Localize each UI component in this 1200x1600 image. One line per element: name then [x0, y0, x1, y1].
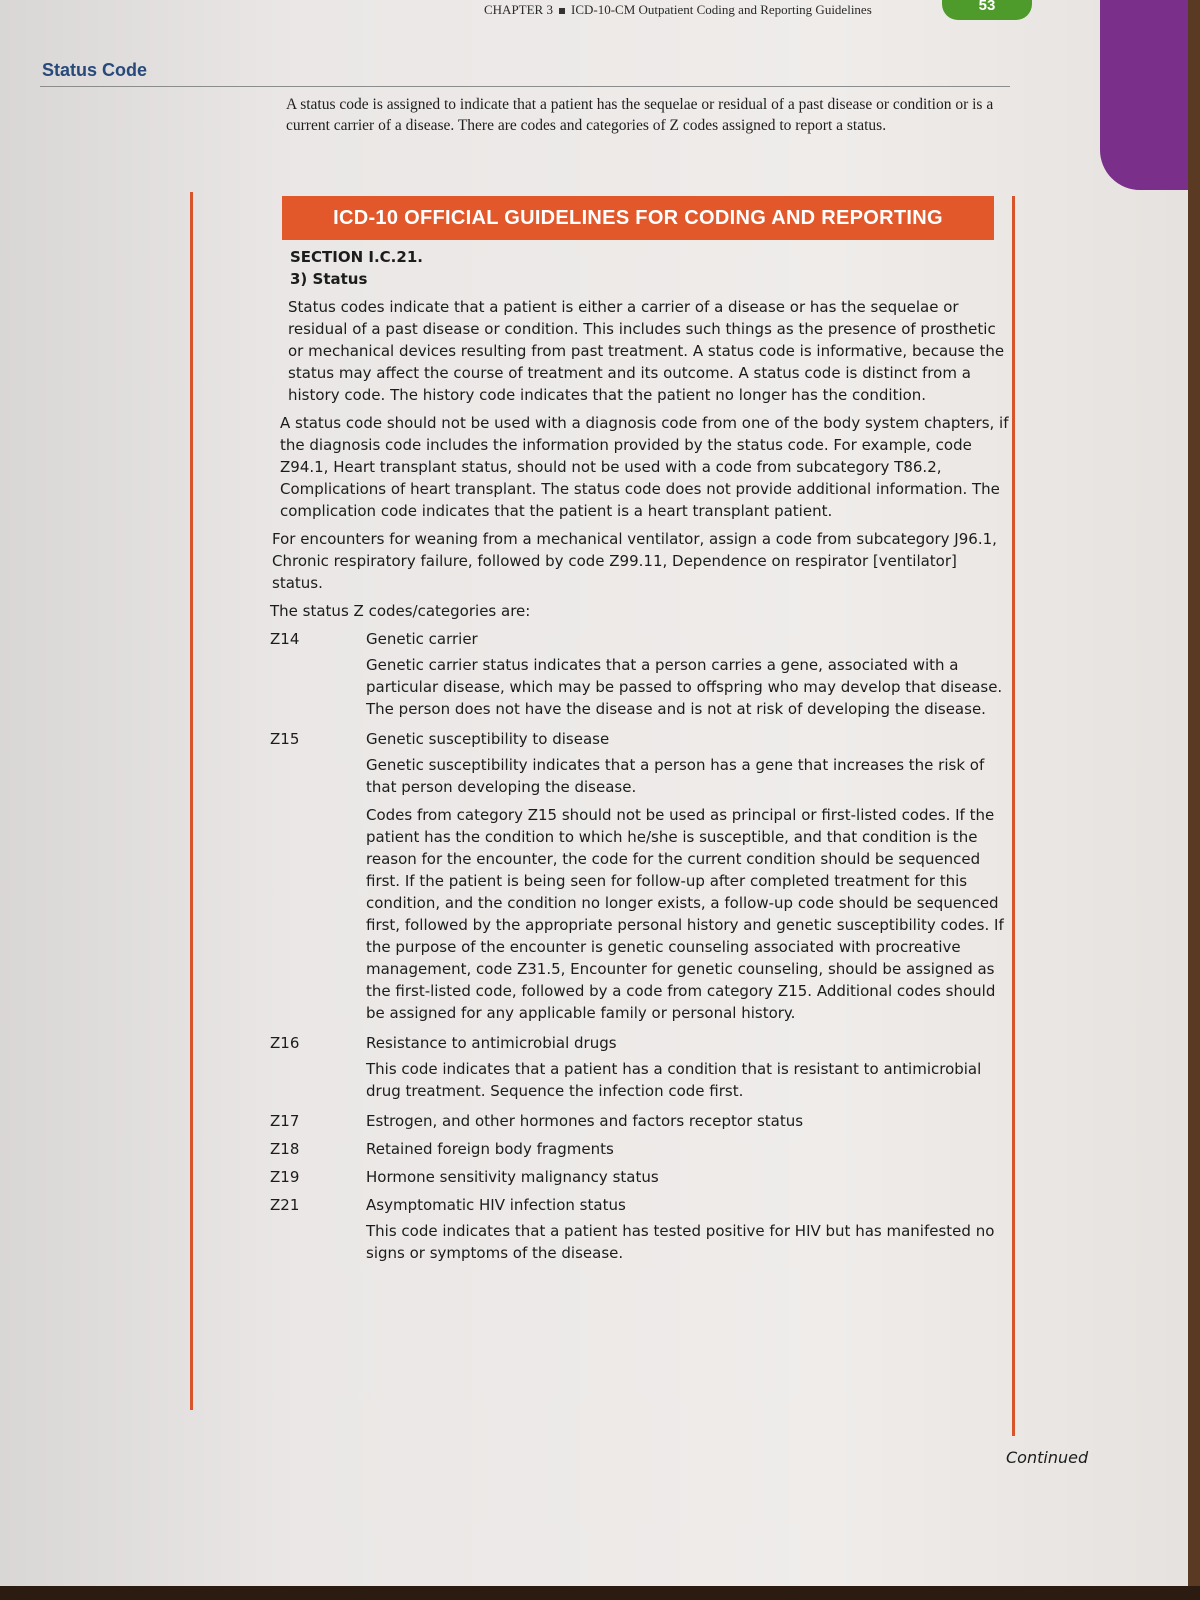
code-title: Resistance to antimicrobial drugs [366, 1034, 617, 1052]
code-description: Codes from category Z15 should not be used as principal or first-listed codes. If the patient has the condition to which he/she is susceptible, and that condition is the reason for the encounter, the code for the current condition should be sequenced first. If the patient is being seen for follow-up after completed treatment for this condition, and the condition no longer exists, a follow-up code should be sequenced first, followed by the appropriate personal history and genetic susceptibility codes. If the purpose of the encounter is genetic counseling associated with procreative management, code Z31.5, Encounter for genetic counseling, should be assigned as the first-listed code, followed by a code from category Z15. Additional codes should be assigned for any applicable family or personal history. [366, 806, 1004, 1022]
code-entry-z16 [270, 1032, 1010, 1108]
code-id: Z18 [270, 1140, 300, 1158]
code-entry-z14 [270, 628, 1010, 726]
section-heading: Status Code [42, 60, 148, 80]
code-id: Z16 [270, 1034, 300, 1052]
code-title: Hormone sensitivity malignancy status [366, 1168, 659, 1186]
continued-label: Continued [1006, 1448, 1089, 1467]
chapter-tab [1100, 0, 1188, 190]
page-number: 53 [942, 0, 1032, 20]
code-title: Retained foreign body fragments [366, 1140, 614, 1158]
codes-intro: The status Z codes/categories are: [270, 602, 531, 620]
code-body [366, 628, 1010, 726]
code-description: Genetic carrier status indicates that a person carries a gene, associated with a particular disease, which may be passed to offspring who may develop that disease. The person does not have the disease and is not at risk of developing the disease. [366, 656, 1003, 718]
guideline-paragraph: Status codes indicate that a patient is either a carrier of a disease or has the sequelae or residual of a past disease or condition. This includes such things as the presence of prosthetic or mechanical devices resulting from past treatment. A status code is informative, because the status may affect the course of treatment and its outcome. A status code is distinct from a history code. The history code indicates that the patient no longer has the condition. [288, 298, 1005, 404]
code-id: Z17 [270, 1112, 300, 1130]
code-body [366, 1166, 1010, 1192]
running-head-chapter: CHAPTER 3 [484, 2, 553, 17]
table-edge [0, 1586, 1200, 1600]
guideline-paragraph: A status code should not be used with a diagnosis code from one of the body system chapters, if the diagnosis code includes the information provided by the status code. For example, code Z94.1, Heart transplant status, should not be used with a code from subcategory T86.2, Complications of heart transplant. The status code does not provide additional information. The complication code indicates that the patient is a heart transplant patient. [280, 414, 1009, 520]
intro-paragraph: A status code is assigned to indicate that a patient has the sequelae or residual of a past disease or condition or is a current carrier of a disease. There are codes and categories of Z codes assigned to report a status. [286, 96, 994, 134]
code-id: Z19 [270, 1168, 300, 1186]
code-id: Z15 [270, 730, 300, 748]
code-title: Genetic carrier [366, 630, 478, 648]
code-entry-z17 [270, 1110, 1010, 1136]
running-head-title: ICD-10-CM Outpatient Coding and Reporting Guidelines [570, 2, 872, 17]
code-entry-z15 [270, 728, 1010, 1030]
subsection-title: 3) Status [290, 270, 368, 288]
guidelines-banner: ICD-10 OFFICIAL GUIDELINES FOR CODING AND REPORTING [282, 196, 994, 240]
code-title: Asymptomatic HIV infection status [366, 1196, 626, 1214]
running-head [484, 2, 872, 18]
code-entry-z18 [270, 1138, 1010, 1164]
code-description: This code indicates that a patient has a condition that is resistant to antimicrobial drug treatment. Sequence the infection code first. [366, 1060, 982, 1100]
code-description: This code indicates that a patient has tested positive for HIV but has manifested no signs or symptoms of the disease. [366, 1222, 995, 1262]
code-body [366, 728, 1010, 1030]
guideline-paragraph: For encounters for weaning from a mechanical ventilator, assign a code from subcategory J96.1, Chronic respiratory failure, followed by code Z99.11, Dependence on respirator [ventilator] status. [272, 530, 997, 592]
code-id: Z14 [270, 630, 300, 648]
code-body [366, 1032, 1010, 1108]
square-bullet-icon [559, 8, 565, 14]
status-codes-list [270, 628, 1010, 1270]
code-body [366, 1194, 1010, 1270]
code-body [366, 1110, 1010, 1136]
code-body [366, 1138, 1010, 1164]
heading-rule [40, 86, 1010, 87]
code-description: Genetic susceptibility indicates that a person has a gene that increases the risk of that person developing the disease. [366, 756, 985, 796]
guidelines-box-edge [1012, 196, 1015, 1436]
code-title: Estrogen, and other hormones and factors receptor status [366, 1112, 804, 1130]
section-id: SECTION I.C.21. [290, 248, 423, 266]
code-entry-z21 [270, 1194, 1010, 1270]
code-entry-z19 [270, 1166, 1010, 1192]
guidelines-content [270, 246, 1010, 1272]
code-id: Z21 [270, 1196, 300, 1214]
code-title: Genetic susceptibility to disease [366, 730, 610, 748]
